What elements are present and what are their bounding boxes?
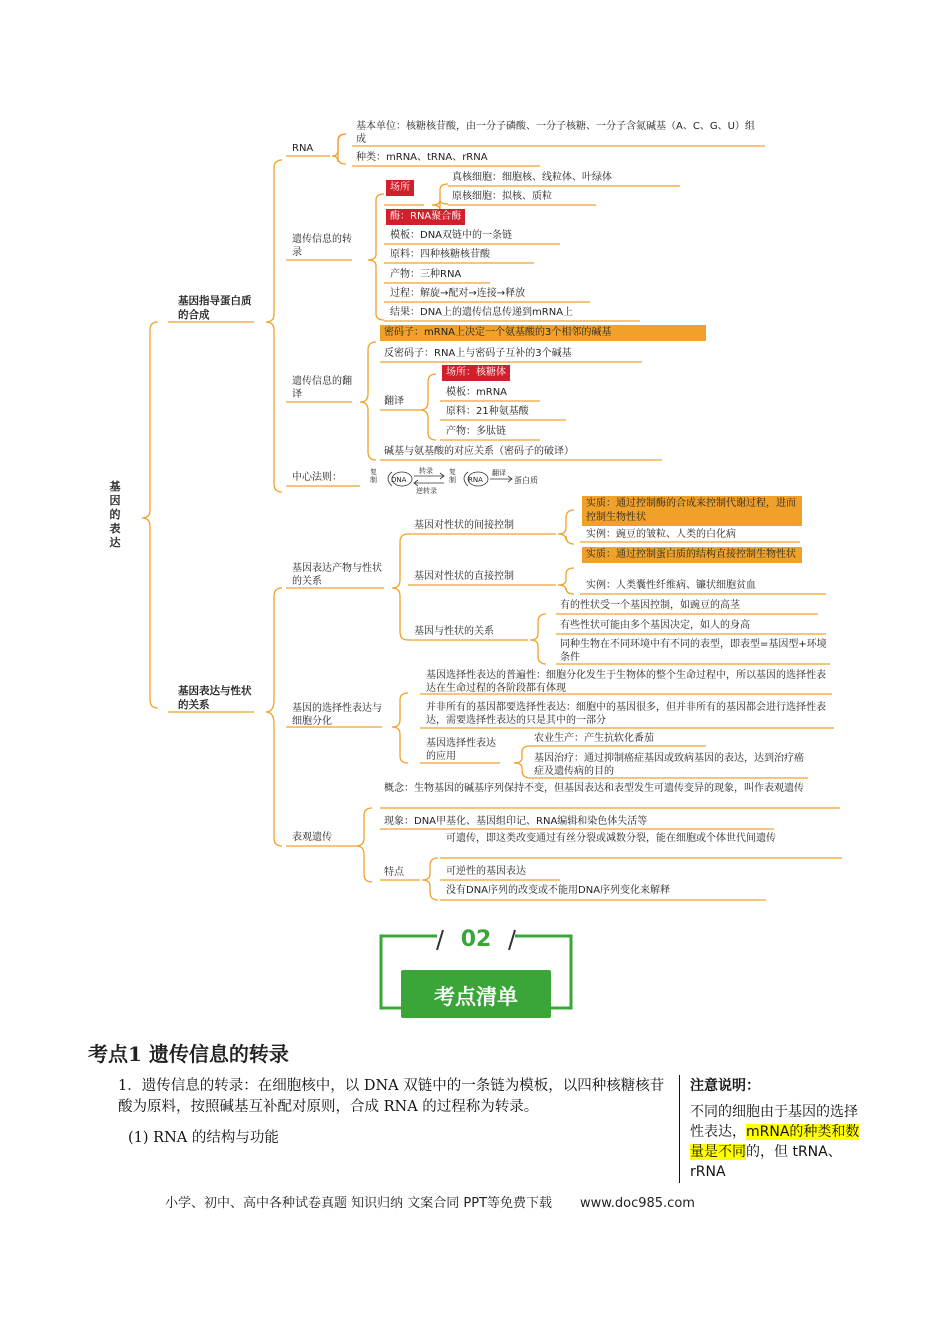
transcription-material: 原料：四种核糖核苷酸 bbox=[390, 249, 490, 260]
direct-control: 基因对性状的直接控制 bbox=[414, 571, 514, 582]
branch-gene-expression-trait: 基因表达与性状的关系 bbox=[178, 685, 252, 711]
selective-expression-node: 基因的选择性表达与细胞分化 bbox=[292, 703, 382, 727]
transcription-enzyme: 酶：RNA聚合酶 bbox=[386, 209, 465, 225]
relation-one-gene: 有的性状受一个基因控制，如豌豆的高茎 bbox=[560, 600, 740, 611]
relation-multi-gene: 有些性状可能由多个基因决定，如人的身高 bbox=[560, 620, 750, 631]
translation-site: 场所：核糖体 bbox=[442, 365, 510, 381]
epigenetics-concept: 概念：生物基因的碱基序列保持不变，但基因表达和表型发生可遗传变异的现象，叫作表观遗传 bbox=[384, 783, 804, 794]
dogma-rna: RNA bbox=[468, 476, 483, 484]
translation-node: 遗传信息的翻译 bbox=[292, 376, 352, 400]
selective-application: 基因选择性表达的应用 bbox=[426, 738, 496, 762]
indirect-essence: 实质：通过控制酶的合成来控制代谢过程，进而控制生物性状 bbox=[582, 496, 802, 526]
application-gene-therapy: 基因治疗：通过抑制癌症基因或致病基因的表达，达到治疗癌症及遗传病的目的 bbox=[534, 753, 804, 777]
feature-heritable: 可遗传，即这类改变通过有丝分裂或减数分裂，能在细胞或个体世代间遗传 bbox=[446, 833, 776, 844]
direct-essence: 实质：通过控制蛋白质的结构直接控制生物性状 bbox=[582, 547, 802, 563]
product-trait-node: 基因表达产物与性状的关系 bbox=[292, 563, 382, 587]
note-text-2: 的，但 tRNA、rRNA bbox=[690, 1144, 842, 1180]
note-box bbox=[690, 1076, 870, 1182]
badge-title: 考点清单 bbox=[434, 985, 518, 1009]
dogma-replication-dna: 复制 bbox=[370, 468, 377, 484]
transcription-product: 产物：三种RNA bbox=[390, 269, 462, 280]
transcription-result: 结果：DNA上的遗传信息传递到mRNA上 bbox=[390, 307, 574, 318]
application-agriculture: 农业生产：产生抗软化番茄 bbox=[534, 733, 654, 744]
feature-no-sequence-change: 没有DNA序列的改变或不能用DNA序列变化来解释 bbox=[446, 885, 671, 896]
translation-sub: 翻译 bbox=[384, 396, 404, 407]
epigenetics-phenomenon: 现象：DNA甲基化、基因组印记、RNA编辑和染色体失活等 bbox=[384, 816, 648, 827]
badge-number: 02 bbox=[460, 927, 492, 952]
rna-kinds: 种类：mRNA、tRNA、rRNA bbox=[356, 152, 488, 163]
translation-template: 模板：mRNA bbox=[446, 387, 508, 398]
dogma-replication-rna: 复制 bbox=[449, 468, 456, 484]
section-badge bbox=[373, 928, 579, 1024]
rna-unit: 基本单位：核糖核苷酸，由一分子磷酸、一分子核糖、一分子含氮碱基（A、C、G、U）组成 bbox=[356, 121, 755, 145]
dogma-dna: DNA bbox=[391, 476, 407, 484]
note-divider bbox=[679, 1075, 680, 1183]
site-prokaryote: 原核细胞：拟核、质粒 bbox=[452, 191, 552, 202]
rna-node: RNA bbox=[292, 143, 314, 154]
note-title: 注意说明： bbox=[690, 1078, 760, 1094]
feature-reversible: 可逆性的基因表达 bbox=[446, 866, 526, 877]
indirect-control: 基因对性状的间接控制 bbox=[414, 520, 514, 531]
paragraph-transcription-definition: 1．遗传信息的转录：在细胞核中，以 DNA 双链中的一条链为模板，以四种核糖核苷酸为原料，按照碱基互补配对原则，合成 RNA 的过程称为转录。 bbox=[118, 1078, 665, 1115]
paragraph-rna-structure: (1) RNA 的结构与功能 bbox=[128, 1130, 279, 1146]
epigenetics-features: 特点 bbox=[384, 867, 404, 878]
site-eukaryote: 真核细胞：细胞核、线粒体、叶绿体 bbox=[452, 172, 612, 183]
mindmap-root: 基因的表达 bbox=[109, 480, 121, 549]
relation-environment: 同种生物在不同环境中有不同的表型，即表型=基因型+环境条件 bbox=[560, 639, 827, 663]
note-text-1: 不同的细胞由于基因的选择性表达， bbox=[690, 1104, 858, 1140]
indirect-example: 实例：豌豆的皱粒、人类的白化病 bbox=[586, 529, 736, 540]
note-highlight: mRNA的种类和数量是不同 bbox=[690, 1124, 860, 1160]
footer-text: 小学、初中、高中各种试卷真题 知识归纳 文案合同 PPT等免费下载 bbox=[165, 1196, 553, 1211]
transcription-site: 场所 bbox=[386, 180, 414, 196]
dogma-translate: 翻译 bbox=[492, 469, 506, 477]
codon-relation: 碱基与氨基酸的对应关系（密码子的破译） bbox=[384, 446, 574, 457]
anticodon-definition: 反密码子：RNA上与密码子互补的3个碱基 bbox=[384, 348, 572, 359]
selective-not-all: 并非所有的基因都要选择性表达：细胞中的基因很多，但并非所有的基因都会进行选择性表达，需要选择性表达的只是其中的一部分 bbox=[426, 702, 826, 726]
selective-universal: 基因选择性表达的普遍性：细胞分化发生于生物体的整个生命过程中，所以基因的选择性表达在生命过程的各阶段都有体现 bbox=[426, 670, 826, 694]
transcription-process: 过程：解旋→配对→连接→释放 bbox=[390, 288, 526, 299]
translation-material: 原料：21种氨基酸 bbox=[446, 406, 529, 417]
transcription-template: 模板：DNA双链中的一条链 bbox=[390, 230, 513, 241]
page-footer bbox=[165, 1192, 695, 1211]
gene-trait-relation: 基因与性状的关系 bbox=[414, 626, 494, 637]
section-title: 考点1 遗传信息的转录 bbox=[88, 1042, 289, 1066]
transcription-node: 遗传信息的转录 bbox=[292, 234, 352, 258]
branch-gene-guides-protein: 基因指导蛋白质的合成 bbox=[178, 295, 252, 321]
dogma-reverse: 逆转录 bbox=[416, 487, 437, 495]
dogma-protein: 蛋白质 bbox=[514, 476, 538, 485]
translation-product: 产物：多肽链 bbox=[446, 426, 506, 437]
dogma-transcribe: 转录 bbox=[419, 467, 433, 475]
epigenetics-node: 表观遗传 bbox=[292, 832, 332, 843]
direct-example: 实例：人类囊性纤维病、镰状细胞贫血 bbox=[586, 580, 756, 591]
codon-definition: 密码子：mRNA上决定一个氨基酸的3个相邻的碱基 bbox=[380, 325, 706, 341]
footer-url[interactable]: www.doc985.com bbox=[580, 1196, 695, 1211]
central-dogma-label: 中心法则： bbox=[292, 472, 342, 483]
